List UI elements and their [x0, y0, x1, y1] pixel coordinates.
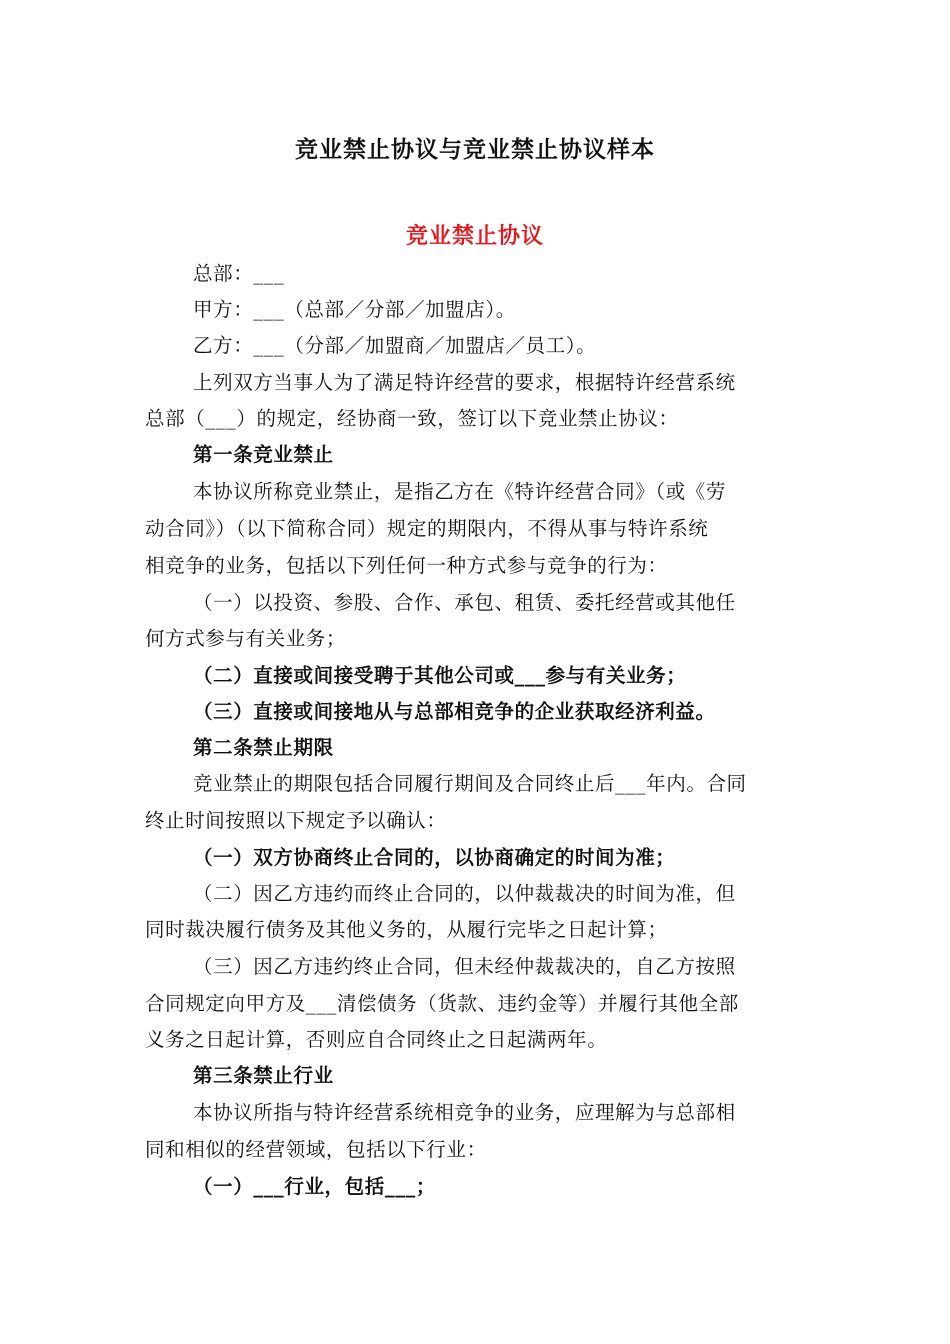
- paragraph-line: （二）因乙方违约而终止合同的，以仲裁裁决的时间为准，但: [193, 882, 736, 905]
- paragraph-line: 本协议所称竞业禁止，是指乙方在《特许经营合同》（或《劳: [193, 480, 726, 503]
- paragraph-line: 上列双方当事人为了满足特许经营的要求，根据特许经营系统: [193, 371, 736, 394]
- article-heading: 第二条禁止期限: [193, 736, 334, 759]
- paragraph-line: 甲方：___（总部／分部／加盟店）。: [193, 298, 516, 321]
- paragraph-line: 同时裁决履行债务及其他义务的，从履行完毕之日起计算；: [145, 918, 668, 941]
- paragraph-line: （一）以投资、参股、合作、承包、租赁、委托经营或其他任: [193, 591, 736, 614]
- paragraph-line: （三）因乙方违约终止合同，但未经仲裁裁决的，自乙方按照: [193, 955, 736, 978]
- paragraph-line: 本协议所指与特许经营系统相竞争的业务，应理解为与总部相: [193, 1101, 736, 1124]
- article-heading: 第三条禁止行业: [193, 1064, 334, 1087]
- paragraph-line: 动合同》）（以下简称合同）规定的期限内，不得从事与特许系统: [145, 517, 709, 540]
- paragraph-line: 总部：___: [193, 262, 285, 285]
- bold-clause: （一）双方协商终止合同的，以协商确定的时间为准；: [193, 846, 676, 869]
- bold-clause: （三）直接或间接地从与总部相竞争的企业获取经济利益。: [193, 700, 716, 723]
- agreement-subtitle: 竞业禁止协议: [405, 224, 544, 249]
- paragraph-line: 同和相似的经营领域，包括以下行业：: [145, 1138, 487, 1161]
- paragraph-line: 何方式参与有关业务；: [145, 627, 347, 650]
- paragraph-line: 竞业禁止的期限包括合同履行期间及合同终止后___年内。合同: [193, 772, 747, 795]
- bold-clause: （二）直接或间接受聘于其他公司或___参与有关业务；: [193, 664, 687, 687]
- paragraph-line: 义务之日起计算，否则应自合同终止之日起满两年。: [145, 1028, 608, 1051]
- paragraph-line: 合同规定向甲方及___清偿债务（货款、违约金等）并履行其他全部: [145, 992, 739, 1015]
- article-heading: 第一条竞业禁止: [193, 443, 334, 466]
- paragraph-line: 相竞争的业务，包括以下列任何一种方式参与竞争的行为：: [145, 554, 668, 577]
- document-title: 竞业禁止协议与竞业禁止协议样本: [295, 137, 655, 163]
- paragraph-line: 总部（___）的规定，经协商一致，签订以下竞业禁止协议：: [145, 407, 679, 430]
- paragraph-line: 终止时间按照以下规定予以确认：: [145, 809, 447, 832]
- paragraph-line: 乙方：___（分部／加盟商／加盟店／员工）。: [193, 334, 597, 357]
- bold-clause: （一）___行业，包括___；: [193, 1175, 436, 1198]
